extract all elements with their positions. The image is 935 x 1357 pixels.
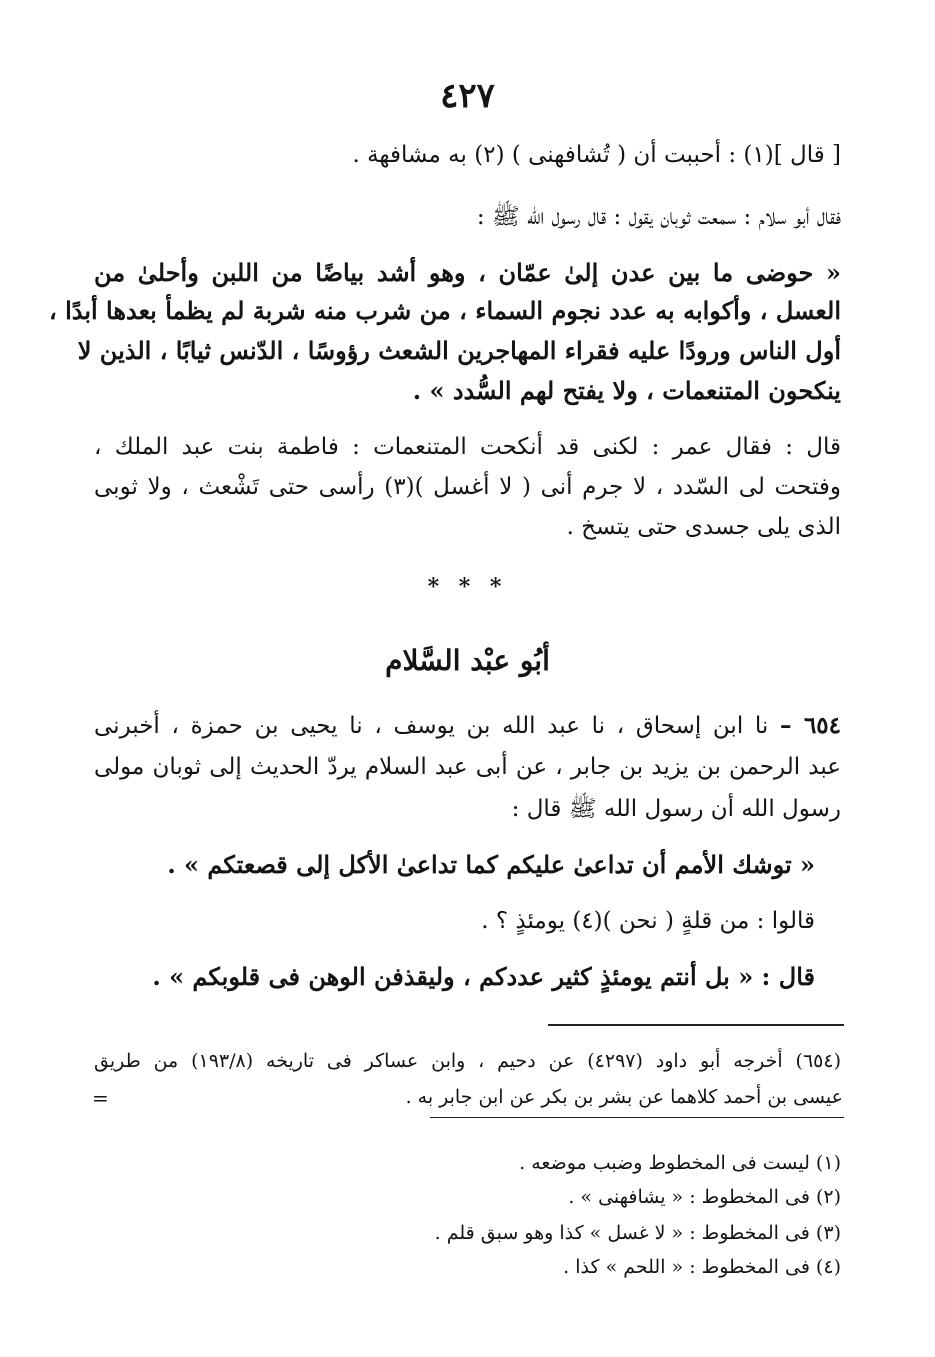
footnote: (٣) فى المخطوط : « لا غسل » كذا وهو سبق قلم . (434, 1222, 841, 1244)
continuation-mark: = (92, 1086, 109, 1110)
divider (548, 1024, 844, 1026)
text-line: وفتحت لى السّدد ، لا جرم أنى ( لا أغسل )(٣) رأسى حتى تَشْعث ، ولا ثوبى (94, 474, 841, 500)
text-line: قالوا : من قلةٍ ( نحن )(٤) يومئذٍ ؟ . (481, 908, 815, 934)
text-line: الذى يلى جسدى حتى يتسخ . (566, 514, 841, 540)
takhrij-line: (٦٥٤) أخرجه أبو داود (٤٢٩٧) عن دحيم ، وابن عساكر فى تاريخه (١٩٣/٨) من طريق (94, 1050, 841, 1072)
footnote: (٢) فى المخطوط : « يشافهنى » . (568, 1186, 841, 1208)
hadith-line: « حوضى ما بين عدن إلىٰ عمّان ، وهو أشد بياضًا من اللبن وأحلىٰ من (94, 258, 841, 287)
page-number: ٤٢٧ (440, 76, 495, 116)
hadith-line: العسل ، وأكوابه به عدد نجوم السماء ، من شرب منه شربة لم يظمأ بعدها أبدًا ، (48, 296, 841, 325)
hadith-line: « توشك الأمم أن تداعىٰ عليكم كما تداعىٰ الأكل إلى قصعتكم » . (167, 850, 815, 879)
section-title: أبُو عبْد السَّلام (385, 644, 550, 677)
text-line: قال : فقال عمر : لكنى قد أنكحت المتنعمات : فاطمة بنت عبد الملك ، (94, 434, 841, 460)
text-line: عبد الرحمن بن يزيد بن جابر ، عن أبى عبد السلام يردّ الحديث إلى ثوبان مولى (94, 754, 841, 780)
divider (430, 1117, 844, 1118)
hadith-line: ينكحون المتنعمات ، ولا يفتح لهم السُّدد » . (412, 376, 841, 405)
isnad-line-first (94, 712, 841, 739)
hadith-line: قال : « بل أنتم يومئذٍ كثير عددكم ، وليقذفن الوهن فى قلوبكم » . (152, 962, 815, 991)
takhrij-line: عيسى بن أحمد كلاهما عن بشر بن بكر عن ابن جابر به . (405, 1086, 843, 1108)
section-separator: * * * (427, 574, 508, 600)
footnote: (١) ليست فى المخطوط وضبب موضعه . (519, 1152, 841, 1174)
hadith-number: ٦٥٤ – (780, 712, 842, 739)
text-line: رسول الله أن رسول الله ﷺ قال : (511, 796, 841, 822)
text-line: فقال أبو سلام : سمعت ثوبان يقول : قال رسول الله ﷺ : (476, 204, 841, 230)
hadith-line: أول الناس ورودًا عليه فقراء المهاجرين الشعث رؤوسًا ، الدّنس ثيابًا ، الذين لا (77, 336, 841, 365)
text-line: [ قال ](١) : أحببت أن ( تُشافهنى ) (٢) به مشافهة . (352, 142, 841, 168)
isnad-text: نا ابن إسحاق ، نا عبد الله بن يوسف ، نا يحيى بن حمزة ، أخبرنى (94, 713, 769, 739)
footnote: (٤) فى المخطوط : « اللحم » كذا . (563, 1256, 841, 1278)
